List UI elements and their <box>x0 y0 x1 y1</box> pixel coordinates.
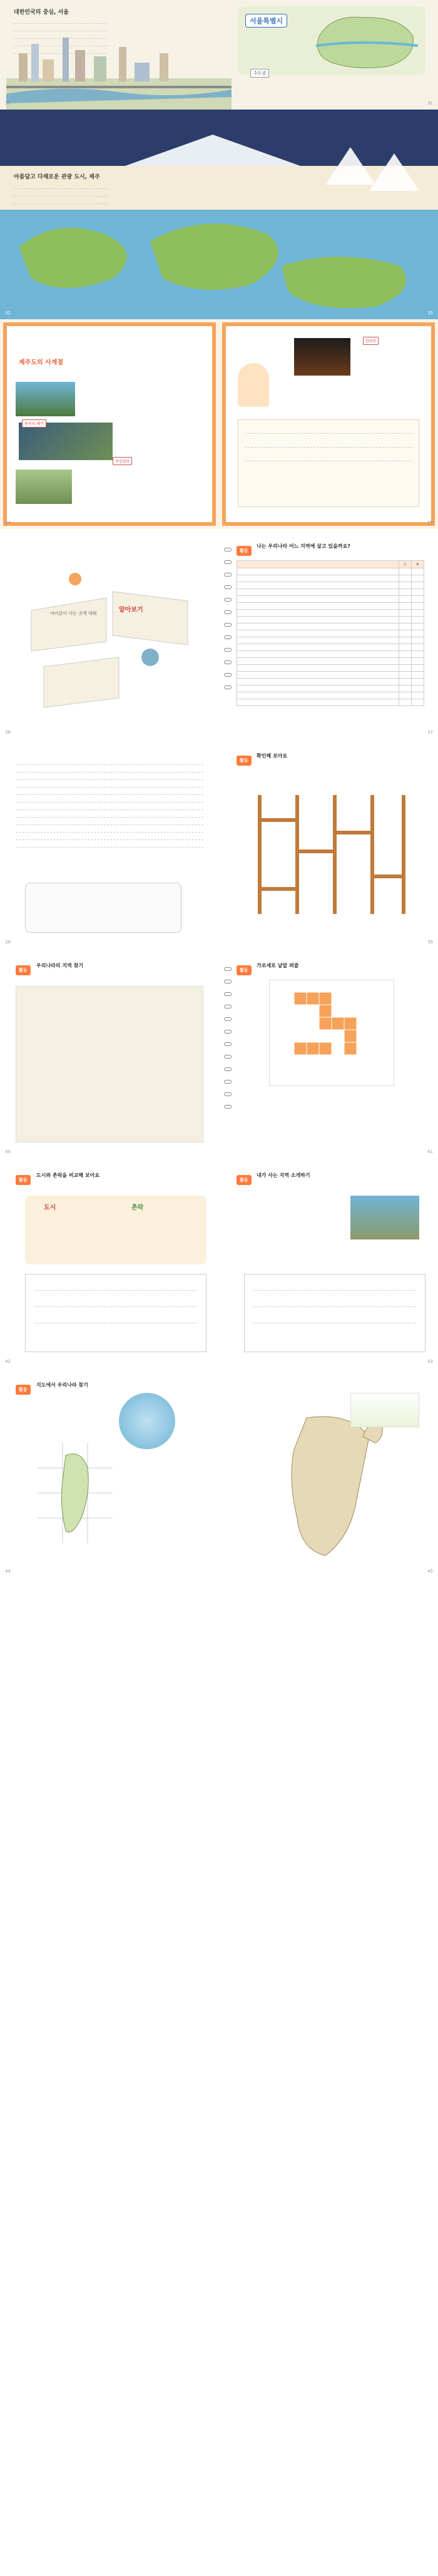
check-yes-cell[interactable] <box>399 589 412 596</box>
spread-city-village <box>0 1158 438 1368</box>
checklist-item <box>237 679 399 685</box>
check-no-cell[interactable] <box>412 699 424 706</box>
checklist-item <box>237 575 399 582</box>
check-no-cell[interactable] <box>412 665 424 672</box>
notebook-rings <box>224 967 233 1109</box>
checklist-row <box>237 637 424 644</box>
spread-korea-map <box>0 1368 438 1578</box>
page-number-left: 44 <box>5 1569 11 1574</box>
spread-seoul <box>0 0 438 110</box>
notebook-rings <box>224 548 233 689</box>
page-number-right: 45 <box>427 1569 433 1574</box>
checklist-table: ○ × <box>237 560 424 706</box>
right-chip: 활동 <box>237 962 252 975</box>
left-chip: 활동 <box>16 962 31 975</box>
character-cards <box>25 883 181 933</box>
checklist-item <box>237 596 399 603</box>
photo-garden <box>16 470 72 504</box>
check-yes-cell[interactable] <box>399 692 412 699</box>
check-yes-cell[interactable] <box>399 699 412 706</box>
checklist-row <box>237 623 424 630</box>
check-yes-cell[interactable] <box>399 665 412 672</box>
check-yes-cell[interactable] <box>399 596 412 603</box>
check-no-cell[interactable] <box>412 596 424 603</box>
checklist-row <box>237 630 424 637</box>
checklist-item <box>237 658 399 665</box>
check-yes-cell[interactable] <box>399 644 412 651</box>
page-number-right: 35 <box>427 520 433 525</box>
page-number-right: 37 <box>427 730 433 735</box>
checklist-item <box>237 637 399 644</box>
check-no-cell[interactable] <box>412 692 424 699</box>
checklist-row <box>237 610 424 617</box>
books-illustration <box>6 541 213 729</box>
check-no-cell[interactable] <box>412 644 424 651</box>
checklist-item <box>237 644 399 651</box>
checklist-row <box>237 699 424 706</box>
checklist-item <box>237 582 399 589</box>
checklist-item <box>237 568 399 575</box>
seoul-label-capital: 수도권 <box>250 69 269 78</box>
left-chip: 활동 <box>16 1382 31 1395</box>
checklist-row <box>237 651 424 658</box>
right-heading: 가로세로 낱말 퍼즐 <box>257 963 299 968</box>
activity-chip: 활동 <box>237 543 252 556</box>
card-city: 도시 <box>44 1204 56 1211</box>
checklist-item <box>237 603 399 610</box>
right-chip: 활동 <box>237 752 252 766</box>
page-number-right: 41 <box>427 1149 433 1154</box>
check-yes-cell[interactable] <box>399 603 412 610</box>
check-no-cell[interactable] <box>412 617 424 623</box>
check-yes-cell[interactable] <box>399 651 412 658</box>
check-no-cell[interactable] <box>412 630 424 637</box>
right-heading: 내가 사는 지역 소개하기 <box>257 1173 310 1178</box>
caption-yongmeori: 용머리 해안 <box>22 419 46 428</box>
left-title-1: 여러분이 사는 곳에 대해 <box>50 611 97 616</box>
check-no-cell[interactable] <box>412 658 424 665</box>
page-number-left: 34 <box>5 520 11 525</box>
worksheet-box <box>238 419 419 507</box>
notebook-left <box>25 1274 206 1352</box>
checklist-item <box>237 651 399 658</box>
check-no-cell[interactable] <box>412 610 424 617</box>
spread-jeju <box>0 110 438 319</box>
seoul-map <box>238 6 425 75</box>
checklist-item <box>237 630 399 637</box>
right-chip: 활동 <box>237 1172 252 1185</box>
check-yes-cell[interactable] <box>399 685 412 692</box>
crossword-grid <box>269 980 394 1086</box>
notebook-right <box>244 1274 425 1352</box>
caption-jusangjeolli: 주상절리 <box>113 457 132 465</box>
check-no-cell[interactable] <box>412 575 424 582</box>
spread-jeju-seasons <box>0 319 438 529</box>
spread-check <box>0 739 438 948</box>
checklist-row <box>237 692 424 699</box>
page-number-right: 31 <box>427 101 433 106</box>
page-number-left: 36 <box>5 730 11 735</box>
check-yes-cell[interactable] <box>399 630 412 637</box>
checklist-row <box>237 685 424 692</box>
region-grid <box>16 986 203 1142</box>
seoul-heading: 대한민국의 중심, 서울 <box>14 9 69 16</box>
photo-town <box>350 1196 419 1239</box>
check-no-cell[interactable] <box>412 568 424 575</box>
page-number-left: 32 <box>5 310 11 316</box>
check-no-cell[interactable] <box>412 637 424 644</box>
ladder-game <box>247 789 410 926</box>
chip-hallasan: 한라산 <box>363 337 379 345</box>
page-number-right: 33 <box>427 310 433 316</box>
check-yes-cell[interactable] <box>399 679 412 685</box>
elevation-chart <box>350 1393 419 1427</box>
photo-cliff <box>19 423 113 460</box>
checklist-item <box>237 589 399 596</box>
left-title-2: 알아보기 <box>119 607 143 613</box>
checklist-row <box>237 679 424 685</box>
page-number-left: 42 <box>5 1359 11 1364</box>
checklist-row <box>237 596 424 603</box>
checklist-row <box>237 582 424 589</box>
checklist-row <box>237 589 424 596</box>
checklist-row <box>237 644 424 651</box>
check-yes-cell[interactable] <box>399 568 412 575</box>
seoul-map-title: 서울특별시 <box>245 14 287 28</box>
checklist-row <box>237 568 424 575</box>
check-yes-cell[interactable] <box>399 610 412 617</box>
korea-grid-map <box>38 1443 113 1543</box>
checklist-item <box>237 665 399 672</box>
jeju-body-lines <box>14 182 108 204</box>
page-number-right: 43 <box>427 1359 433 1364</box>
jeju-heading: 아름답고 다채로운 관광 도시, 제주 <box>14 174 100 180</box>
page-number-left: 40 <box>5 1149 11 1154</box>
activity-heading: 나는 우리나라 어느 지역에 살고 있을까요? <box>257 543 350 549</box>
globe <box>119 1393 175 1449</box>
check-no-cell[interactable] <box>412 603 424 610</box>
photo-mountain <box>294 338 350 376</box>
checklist-item <box>237 617 399 623</box>
seoul-district-map <box>307 11 419 71</box>
compare-cards <box>25 1196 206 1265</box>
check-yes-cell[interactable] <box>399 672 412 679</box>
checklist-row <box>237 617 424 623</box>
left-heading: 도시와 촌락을 비교해 보아요 <box>36 1173 100 1178</box>
korea-peninsula-map <box>269 1412 400 1562</box>
checklist-item <box>237 610 399 617</box>
page-number-right: 39 <box>427 940 433 945</box>
checklist-item <box>237 685 399 692</box>
checklist-row <box>237 672 424 679</box>
seoul-skyline-illustration <box>6 34 232 110</box>
checklist-item <box>237 623 399 630</box>
check-yes-cell[interactable] <box>399 658 412 665</box>
check-yes-cell[interactable] <box>399 582 412 589</box>
student-illustration <box>238 363 269 407</box>
check-yes-cell[interactable] <box>399 617 412 623</box>
checklist-row <box>237 658 424 665</box>
check-no-cell[interactable] <box>412 651 424 658</box>
checklist-row <box>237 603 424 610</box>
check-no-cell[interactable] <box>412 582 424 589</box>
check-yes-cell[interactable] <box>399 623 412 630</box>
checklist-item <box>237 672 399 679</box>
page-number-left: 38 <box>5 940 11 945</box>
left-chip: 활동 <box>16 1172 31 1185</box>
checklist-item <box>237 692 399 699</box>
check-no-cell[interactable] <box>412 679 424 685</box>
checklist-row <box>237 575 424 582</box>
check-no-cell[interactable] <box>412 589 424 596</box>
check-no-cell[interactable] <box>412 685 424 692</box>
check-no-cell[interactable] <box>412 672 424 679</box>
left-heading: 우리나라의 지역 찾기 <box>36 963 84 968</box>
left-bullets <box>16 757 203 848</box>
spread-find-region <box>0 948 438 1158</box>
card-village: 촌락 <box>131 1204 144 1211</box>
checklist-item <box>237 699 399 706</box>
right-heading: 확인해 보아요 <box>257 753 288 759</box>
check-yes-cell[interactable] <box>399 575 412 582</box>
spread-where-i-live <box>0 529 438 739</box>
left-heading: 지도에서 우리나라 찾기 <box>36 1382 88 1388</box>
checklist-row <box>237 665 424 672</box>
jeju-landscape-illustration <box>0 110 438 319</box>
check-yes-cell[interactable] <box>399 637 412 644</box>
check-no-cell[interactable] <box>412 623 424 630</box>
photo-coast <box>16 382 75 416</box>
jeju-seasons-title: 제주도의 사계절 <box>19 359 64 366</box>
page-number-left: 30 <box>5 101 11 106</box>
